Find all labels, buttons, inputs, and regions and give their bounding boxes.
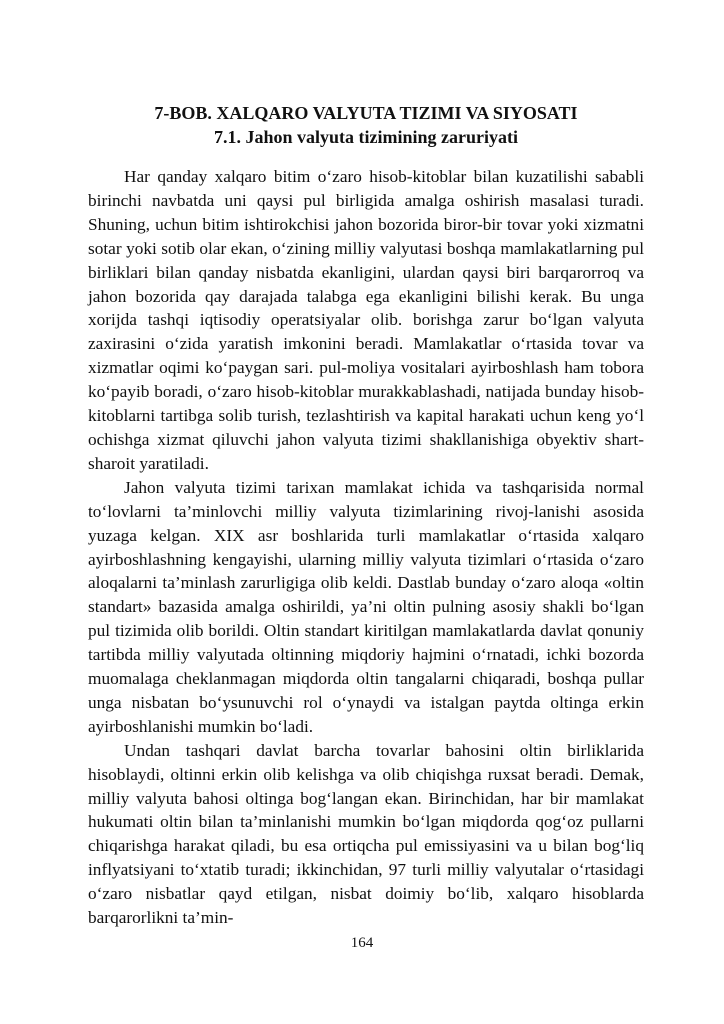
- paragraph-3: Undan tashqari davlat barcha tovarlar bahosini oltin birliklarida hisoblaydi, oltinni erkin olib kelishga va olib chiqishga ruxsat beradi. Demak, milliy valyuta bahosi oltinga bog‘langan ekan. Birinchidan, har bir mamlakat hukumati oltin bilan ta’minlanishi mumkin bo‘lgan miqdorda qog‘oz pullarni chiqarishga harakat qiladi, bu esa ortiqcha pul emissiyasini va u bilan bog‘liq inflyatsiyani to‘xtatib turadi; ikkinchidan, 97 turli milliy valyutalar o‘rtasidagi o‘zaro nisbatlar qayd etilgan, nisbat doimiy bo‘lib, xalqaro hisoblarda barqarorlikni ta’min-: [88, 740, 644, 928]
- document-page: [88, 101, 644, 930]
- page-number: 164: [350, 935, 374, 951]
- paragraph-1: Har qanday xalqaro bitim o‘zaro hisob-kitoblar bilan kuzatilishi sababli birinchi navbatda uni qaysi pul birligida amalga oshirish masalasi turadi. Shuning, uchun bitim ishtirokchisi jahon bozorida biror-bir tovar yoki xizmatni sotar yoki sotib olar ekan, o‘zining milliy valyutasi boshqa mamlakatlarning pul birliklari bilan qanday nisbatda ekanligini, ulardan qaysi biri barqarorroq va jahon bozorida qay darajada talabga ega ekanligini bilishi kerak. Bu unga xorijda tashqi iqtisodiy operatsiyalar olib. borishga zarur bo‘lgan valyuta zaxirasini o‘zida yaratish imkonini beradi. Mamlakatlar o‘rtasida tovar va xizmatlar oqimi ko‘paygan sari. pul-moliya vositalari ayirboshlash ham tobora ko‘payib boradi, o‘zaro hisob-kitoblar murakkablashadi, natijada bunday hisob-kitoblarni tartibga solib turish, tezlashtirish va kapital harakati uchun keng yo‘l ochishga xizmat qiluvchi jahon valyuta tizimi shakllanishiga obyektiv shart-sharoit yaratiladi.: [88, 167, 644, 473]
- section-title: 7.1. Jahon valyuta tizimining zaruriyati: [213, 127, 518, 147]
- paragraph-2: Jahon valyuta tizimi tarixan mamlakat ichida va tashqarisida normal to‘lovlarni ta’minlovchi milliy valyuta tizimlarining rivoj-lanishi asosida yuzaga kelgan. XIX asr boshlarida turli mamlakatlar o‘rtasida xalqaro ayirboshlashning kengayishi, ularning milliy valyuta tizimlari o‘rtasida o‘zaro aloqalarni ta’minlash zarurligiga olib keldi. Dastlab bunday o‘zaro aloqa «oltin standart» bazasida amalga oshirildi, ya’ni oltin pulning asosiy shakli bo‘lgan pul tizimida olib borildi. Oltin standart kiritilgan mamlakatlarda davlat qonuniy tartibda milliy valyutada oltinning miqdoriy hajmini o‘rnatadi, ichki bozorda muomalaga cheklanmagan miqdorda oltin tangalarni chiqaradi, boshqa pullar unga nisbatan bo‘ysunuvchi rol o‘ynaydi va istalgan paytda oltinga erkin ayirboshlanishi mumkin bo‘ladi.: [88, 477, 644, 736]
- chapter-title: 7-BOB. XALQARO VALYUTA TIZIMI VA SIYOSATI: [154, 103, 578, 123]
